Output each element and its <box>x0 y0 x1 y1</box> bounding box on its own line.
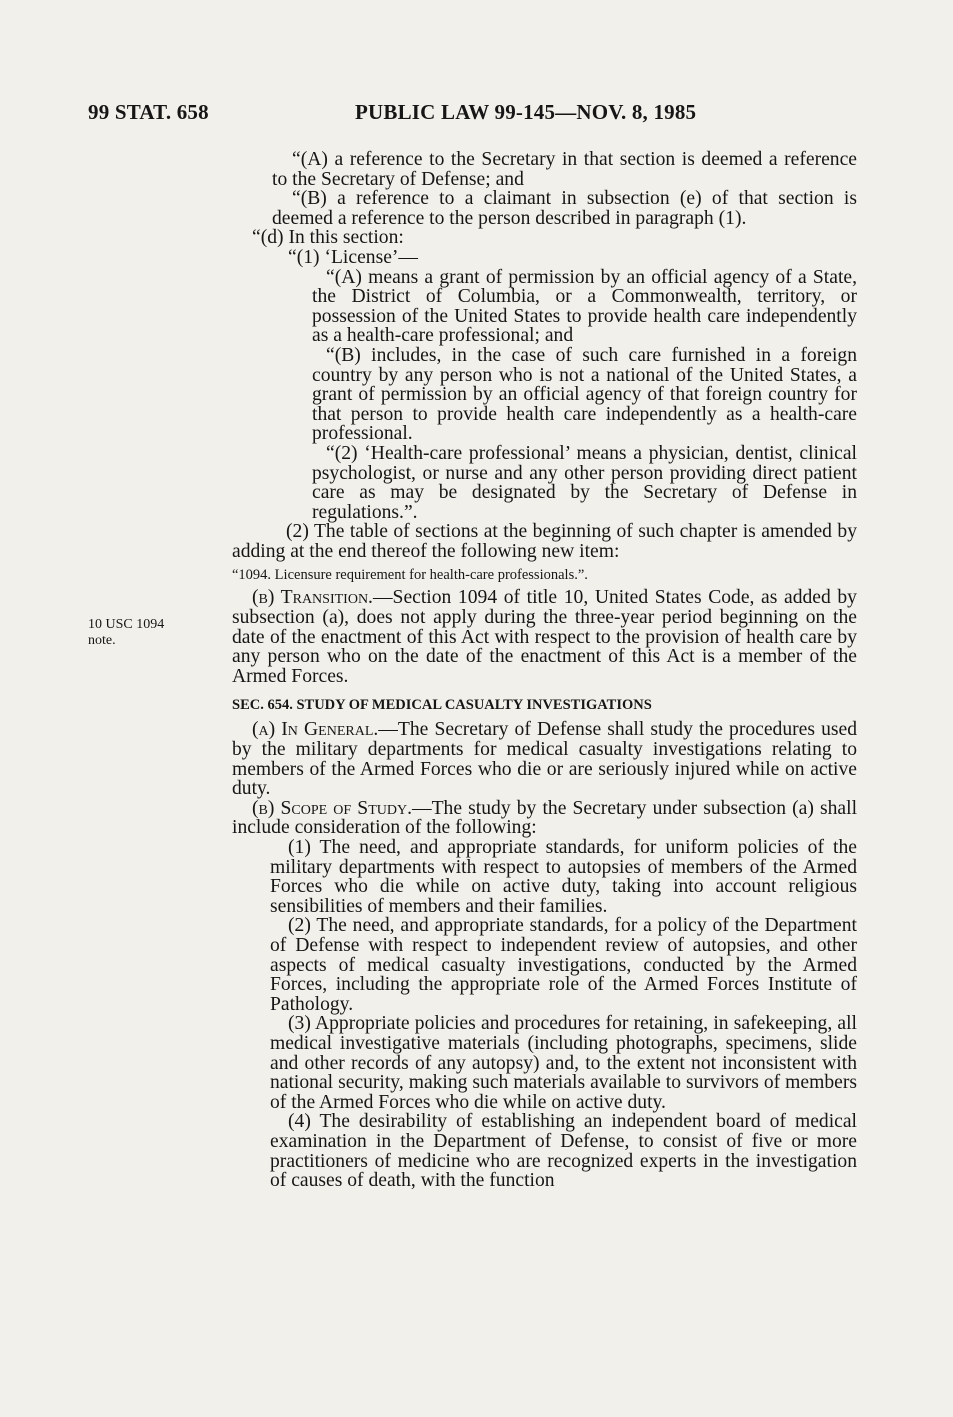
subsection-transition <box>232 588 857 686</box>
subsection-scope-text: —The study by the Secretary under subsection (a) shall include consideration of the following: <box>232 797 858 839</box>
margin-citation-line1: 10 USC 1094 <box>88 617 165 632</box>
body-text <box>232 150 857 1191</box>
scope-item-3: (3) Appropriate policies and procedures for retaining, in safekeeping, all medical investigative materials (including photographs, specimens, slide and other records of any autopsy) and, to the extent not inconsistent with national security, making such materials available to survivors of members of the Armed Forces who die while on active duty. <box>270 1013 857 1113</box>
scope-item-1: (1) The need, and appropriate standards, for uniform policies of the military departments with respect to autopsies of members of the Armed Forces who die while on active duty, taking into account religious sensibilities of members and their families. <box>270 837 857 917</box>
subsection-in-general-text: —The Secretary of Defense shall study the procedures used by the military departments for medical casualty investigations relating to members of the Armed Forces who die or are seriously injured while on active duty. <box>232 719 858 800</box>
scope-item-2: (2) The need, and appropriate standards, for a policy of the Department of Defense with respect to independent review of autopsies, and other aspects of medical casualty investigations, conducted by the Armed Forces, including the appropriate role of the Armed Forces Institute of Pathology. <box>270 915 857 1015</box>
subsection-scope-heading: (b) Scope of Study. <box>252 797 412 819</box>
definition-license: “(1) ‘License’— <box>288 246 419 268</box>
section-heading: SEC. 654. STUDY OF MEDICAL CASUALTY INVESTIGATIONS <box>232 697 652 714</box>
definition-license-b: “(B) includes, in the case of such care furnished in a foreign country by any person who is not a national of the United States, a grant of permission by an official agency of that foreign country for that person to provide health care independently as a health-care professional. <box>312 344 857 445</box>
table-item: “1094. Licensure requirement for health-care professionals.”. <box>232 567 588 584</box>
subsection-transition-heading: (b) Transition. <box>252 587 373 609</box>
paragraph-d: “(d) In this section: <box>252 227 404 249</box>
margin-citation <box>88 617 164 649</box>
definition-license-a: “(A) means a grant of permission by an official agency of a State, the District of Columbia, or a Commonwealth, territory, or possession of the United States to provide health care independently as a health-care professional; and <box>312 266 857 347</box>
scope-item-4: (4) The desirability of establishing an independent board of medical examination in the Department of Defense, to consist of five or more practitioners of medicine who are recognized experts in the investigation of causes of death, with the function <box>270 1111 857 1192</box>
paragraph-b: “(B) a reference to a claimant in subsection (e) of that section is deemed a reference to the person described in paragraph (1). <box>272 188 857 229</box>
subsection-scope <box>232 799 857 838</box>
definition-health-care-professional: “(2) ‘Health-care professional’ means a physician, dentist, clinical psychologist, or nurse and any other person providing direct patient care as may be designated by the Secretary of Defense in regulations.”. <box>312 442 857 523</box>
margin-citation-line2: note. <box>88 633 116 648</box>
subsection-in-general-heading: (a) In General. <box>252 719 379 741</box>
subsection-in-general <box>232 720 857 798</box>
subsection-transition-text: —Section 1094 of title 10, United States Code, as added by subsection (a), does not apply during the three-year period beginning on the date of the enactment of this Act with respect to the provision of health care by any person who on the date of the enactment of this Act is a member of the Armed Forces. <box>232 587 857 687</box>
paragraph-table-amendment: (2) The table of sections at the beginning of such chapter is amended by adding at the end thereof the following new item: <box>232 521 857 562</box>
page-citation: 99 STAT. 658 <box>88 100 209 124</box>
running-head: PUBLIC LAW 99-145—NOV. 8, 1985 <box>355 100 697 124</box>
paragraph-a: “(A) a reference to the Secretary in that section is deemed a reference to the Secretary of Defense; and <box>272 149 857 190</box>
